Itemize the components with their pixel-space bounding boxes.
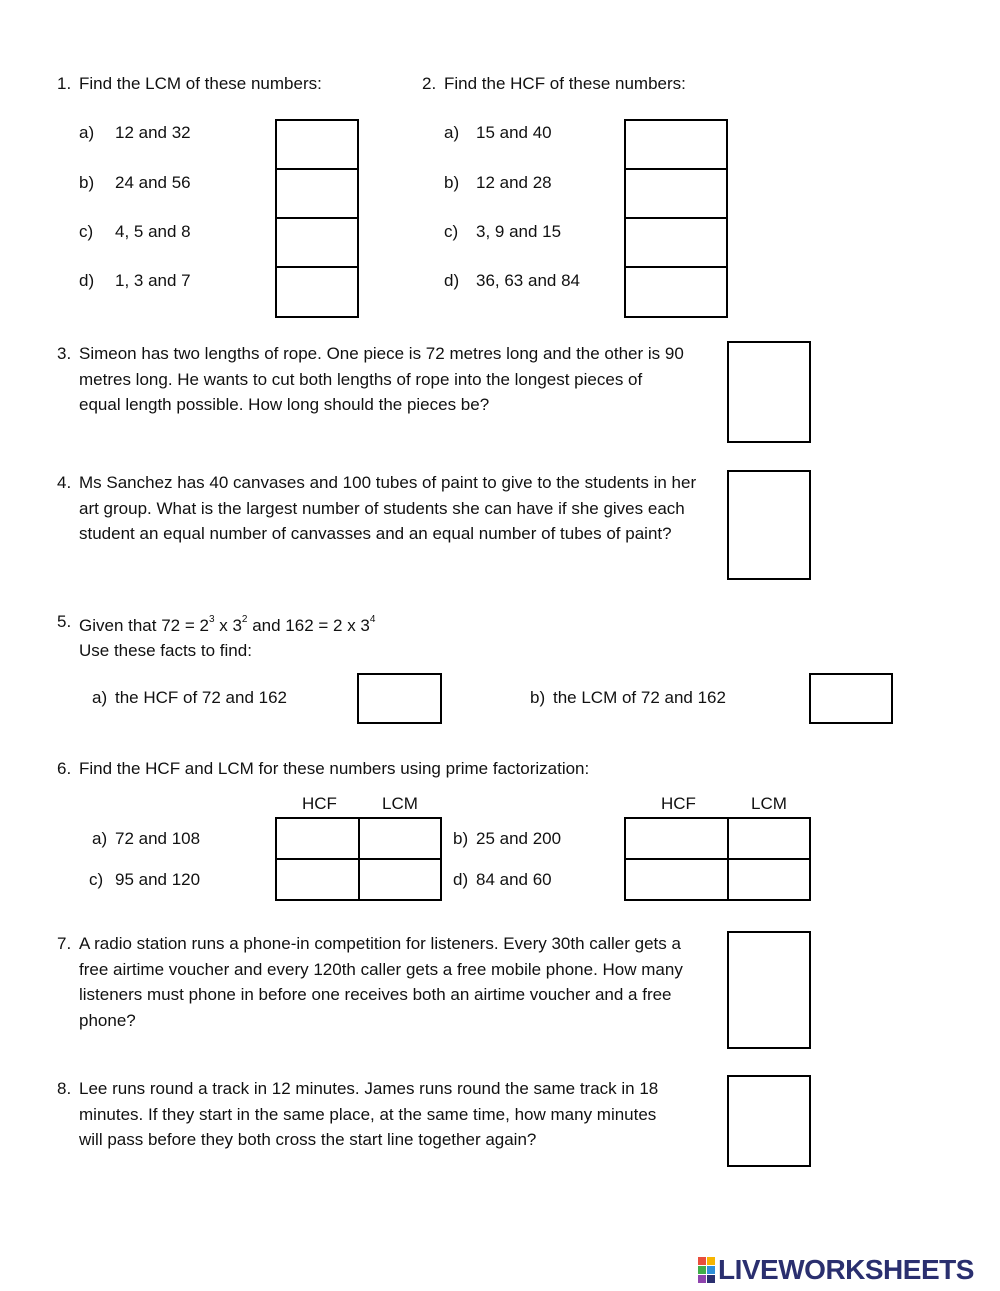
q5a-text: the HCF of 72 and 162 <box>115 688 288 707</box>
q3-line-1: Simeon has two lengths of rope. One piece is 72 metres long and the other is 90 <box>79 344 684 363</box>
liveworksheets-logo-text: LIVEWORKSHEETS <box>718 1254 974 1285</box>
logo-square-icon <box>698 1257 706 1265</box>
q1b-answer-box[interactable] <box>277 170 357 219</box>
q2a-text: 15 and 40 <box>476 123 552 142</box>
q5-given <box>79 613 375 639</box>
q1d-answer-box[interactable] <box>277 268 357 317</box>
q8-answer-box[interactable] <box>727 1075 811 1167</box>
q2b-label: b) <box>444 173 460 192</box>
q6-left-lcm-header: LCM <box>382 794 418 813</box>
q6-right-lcm-header: LCM <box>751 794 787 813</box>
q3-number: 3. <box>57 344 72 363</box>
q5-number: 5. <box>57 612 72 631</box>
logo-square-icon <box>698 1275 706 1283</box>
q1c-text: 4, 5 and 8 <box>115 222 191 241</box>
q1b-label: b) <box>79 173 95 192</box>
q5-exp-3: 4 <box>369 614 376 626</box>
q1-answer-boxes <box>275 119 359 318</box>
q6c-hcf-box[interactable] <box>277 860 360 899</box>
q6-right-answer-grid <box>624 817 811 901</box>
q5b-text: the LCM of 72 and 162 <box>553 688 726 707</box>
q6b-label: b) <box>453 829 469 848</box>
q1c-answer-box[interactable] <box>277 219 357 268</box>
q6a-hcf-box[interactable] <box>277 819 360 860</box>
q5b-label: b) <box>530 688 546 707</box>
q8-number: 8. <box>57 1079 72 1098</box>
q2b-answer-box[interactable] <box>626 170 726 219</box>
q5a-answer-box[interactable] <box>357 673 442 724</box>
q2-number: 2. <box>422 74 437 93</box>
q5-exp-1: 3 <box>208 614 215 626</box>
q6a-lcm-box[interactable] <box>360 819 440 860</box>
q2b-text: 12 and 28 <box>476 173 552 192</box>
q5-given-mid-1: x 3 <box>214 616 242 635</box>
q1-number: 1. <box>57 74 72 93</box>
q6-number: 6. <box>57 759 72 778</box>
q2c-label: c) <box>444 222 459 241</box>
q1b-text: 24 and 56 <box>115 173 191 192</box>
logo-square-icon <box>707 1266 715 1274</box>
q2d-label: d) <box>444 271 460 290</box>
q6c-label: c) <box>89 870 104 889</box>
q7-line-2: free airtime voucher and every 120th caller gets a free mobile phone. How many <box>79 959 683 979</box>
q5-exp-2: 2 <box>241 614 248 626</box>
q3-line-3: equal length possible. How long should the pieces be? <box>79 395 490 415</box>
q1d-text: 1, 3 and 7 <box>115 271 191 290</box>
q2-title: Find the HCF of these numbers: <box>444 74 686 93</box>
q7-number: 7. <box>57 934 72 953</box>
q4-answer-box[interactable] <box>727 470 811 580</box>
q1d-label: d) <box>79 271 95 290</box>
q6c-lcm-box[interactable] <box>360 860 440 899</box>
q5-use-text: Use these facts to find: <box>79 641 252 660</box>
q2a-answer-box[interactable] <box>626 121 726 170</box>
q7-answer-box[interactable] <box>727 931 811 1049</box>
q5a-label: a) <box>92 688 108 707</box>
q8-text <box>79 1076 658 1153</box>
liveworksheets-logo <box>698 1256 974 1284</box>
q6b-lcm-box[interactable] <box>729 819 809 860</box>
q1a-label: a) <box>79 123 95 142</box>
q7-text <box>79 931 683 1033</box>
q1-title: Find the LCM of these numbers: <box>79 74 322 93</box>
q2a-label: a) <box>444 123 460 142</box>
q6-right-hcf-header: HCF <box>661 794 696 813</box>
q6-left-hcf-header: HCF <box>302 794 337 813</box>
q4-line-1: Ms Sanchez has 40 canvases and 100 tubes of paint to give to the students in her <box>79 473 697 492</box>
liveworksheets-logo-mark-icon <box>698 1257 715 1283</box>
q2c-text: 3, 9 and 15 <box>476 222 562 241</box>
q4-text <box>79 470 696 547</box>
q8-line-3: will pass before they both cross the start line together again? <box>79 1130 537 1150</box>
q8-line-2: minutes. If they start in the same place, at the same time, how many minutes <box>79 1104 657 1124</box>
q6d-label: d) <box>453 870 469 889</box>
q6d-hcf-box[interactable] <box>626 860 729 899</box>
q5-given-prefix: Given that 72 = 2 <box>79 616 209 635</box>
logo-square-icon <box>707 1257 715 1265</box>
q4-line-3: student an equal number of canvasses and an equal number of tubes of paint? <box>79 524 672 544</box>
q5b-answer-box[interactable] <box>809 673 893 724</box>
logo-square-icon <box>698 1266 706 1274</box>
logo-square-icon <box>707 1275 715 1283</box>
q6b-text: 25 and 200 <box>476 829 562 848</box>
q6a-label: a) <box>92 829 108 848</box>
q8-line-1: Lee runs round a track in 12 minutes. James runs round the same track in 18 <box>79 1079 659 1098</box>
q6a-text: 72 and 108 <box>115 829 201 848</box>
q6-title: Find the HCF and LCM for these numbers using prime factorization: <box>79 759 590 778</box>
q4-line-2: art group. What is the largest number of students she can have if she gives each <box>79 498 685 518</box>
q2d-answer-box[interactable] <box>626 268 726 317</box>
q1a-answer-box[interactable] <box>277 121 357 170</box>
q6-left-answer-grid <box>275 817 442 901</box>
q7-line-4: phone? <box>79 1010 136 1030</box>
q6d-text: 84 and 60 <box>476 870 552 889</box>
q6c-text: 95 and 120 <box>115 870 201 889</box>
q3-text <box>79 341 684 418</box>
q7-line-1: A radio station runs a phone-in competition for listeners. Every 30th caller gets a <box>79 934 681 953</box>
q1c-label: c) <box>79 222 94 241</box>
q5-given-mid-2: and 162 = 2 x 3 <box>247 616 370 635</box>
q3-line-2: metres long. He wants to cut both lengths of rope into the longest pieces of <box>79 369 643 389</box>
q6b-hcf-box[interactable] <box>626 819 729 860</box>
q7-line-3: listeners must phone in before one receives both an airtime voucher and a free <box>79 985 672 1005</box>
q2c-answer-box[interactable] <box>626 219 726 268</box>
q1a-text: 12 and 32 <box>115 123 191 142</box>
q2-answer-boxes <box>624 119 728 318</box>
q3-answer-box[interactable] <box>727 341 811 443</box>
q4-number: 4. <box>57 473 72 492</box>
q2d-text: 36, 63 and 84 <box>476 271 580 290</box>
q6d-lcm-box[interactable] <box>729 860 809 899</box>
